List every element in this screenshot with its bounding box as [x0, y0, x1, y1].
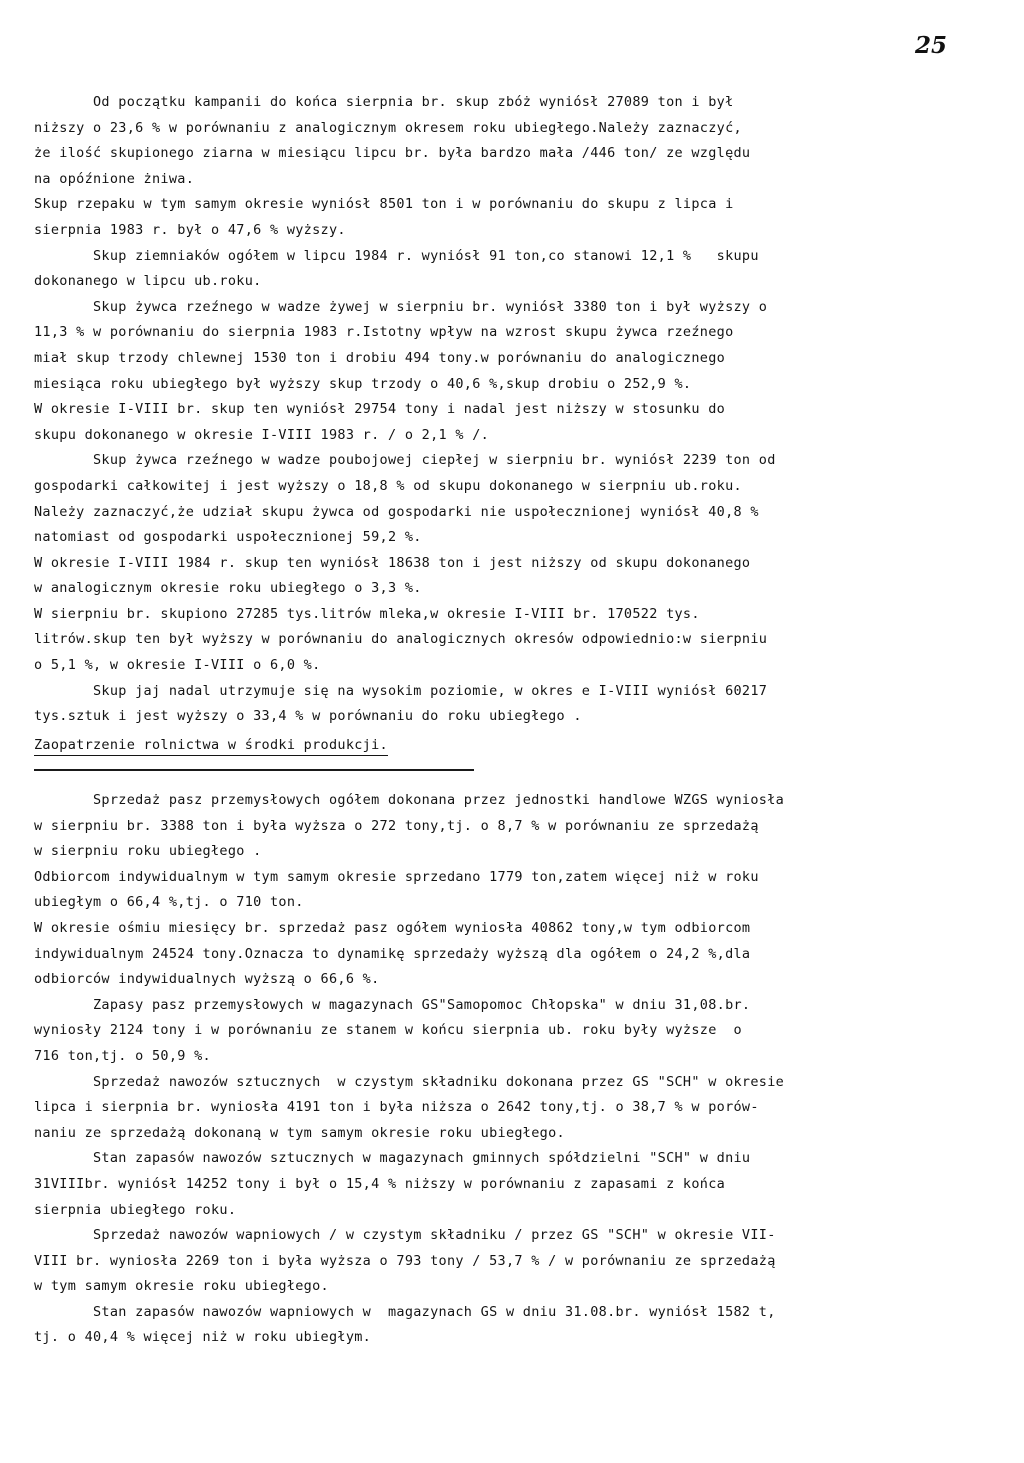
text-line: w analogicznym okresie roku ubiegłego o 3,3 %.: [34, 580, 422, 597]
text-line: że ilość skupionego ziarna w miesiącu lipcu br. była bardzo mała /446 ton/ ze względu: [34, 145, 751, 162]
text-line: skupu dokonanego w okresie I-VIII 1983 r. / o 2,1 % /.: [34, 426, 490, 443]
text-line: gospodarki całkowitej i jest wyższy o 18,8 % od skupu dokonanego w sierpniu ub.roku.: [34, 477, 742, 494]
text-line: Skup ziemniaków ogółem w lipcu 1984 r. wyniósł 91 ton,co stanowi 12,1 % skupu: [34, 247, 759, 264]
text-line: VIII br. wyniosła 2269 ton i była wyższa o 793 tony / 53,7 % / w porównaniu ze sprzedażą: [34, 1252, 776, 1269]
text-line: odbiorców indywidualnych wyższą o 66,6 %.: [34, 971, 380, 988]
text-line: Sprzedaż nawozów wapniowych / w czystym składniku / przez GS "SCH" w okresie VII-: [34, 1227, 776, 1244]
text-line: ubiegłym o 66,4 %,tj. o 710 ton.: [34, 894, 304, 911]
divider: [34, 769, 474, 771]
text-line: o 5,1 %, w okresie I-VIII o 6,0 %.: [34, 657, 321, 674]
report-section-supplies: [34, 788, 994, 1351]
text-line: Skup rzepaku w tym samym okresie wyniósł 8501 ton i w porównaniu do skupu z lipca i: [34, 196, 734, 213]
text-line: litrów.skup ten był wyższy w porównaniu do analogicznych okresów odpowiednio:w sierpniu: [34, 631, 768, 648]
text-line: 31VIIIbr. wyniósł 14252 tony i był o 15,4 % niższy w porównaniu z zapasami z końca: [34, 1175, 726, 1192]
text-line: tj. o 40,4 % więcej niż w roku ubiegłym.: [34, 1329, 372, 1346]
text-line: tys.sztuk i jest wyższy o 33,4 % w porównaniu do roku ubiegłego .: [34, 708, 582, 725]
text-line: niższy o 23,6 % w porównaniu z analogicznym okresem roku ubiegłego.Należy zaznaczyć,: [34, 119, 742, 136]
text-line: natomiast od gospodarki uspołecznionej 59,2 %.: [34, 529, 422, 546]
text-line: na opóźnione żniwa.: [34, 170, 195, 187]
text-line: Od początku kampanii do końca sierpnia br. skup zbóż wyniósł 27089 ton i był: [34, 94, 734, 110]
text-line: Należy zaznaczyć,że udział skupu żywca od gospodarki nie uspołecznionej wyniósł 40,8 %: [34, 503, 759, 520]
text-line: Sprzedaż pasz przemysłowych ogółem dokonana przez jednostki handlowe WZGS wyniosła: [34, 792, 785, 808]
text-line: naniu ze sprzedażą dokonaną w tym samym okresie roku ubiegłego.: [34, 1124, 565, 1141]
text-line: W sierpniu br. skupiono 27285 tys.litrów mleka,w okresie I-VIII br. 170522 tys.: [34, 605, 700, 622]
text-line: 11,3 % w porównaniu do sierpnia 1983 r.Istotny wpływ na wzrost skupu żywca rzeźnego: [34, 324, 734, 341]
text-line: Zapasy pasz przemysłowych w magazynach GS"Samopomoc Chłopska" w dniu 31,08.br.: [34, 996, 751, 1013]
text-line: miesiąca roku ubiegłego był wyższy skup trzody o 40,6 %,skup drobiu o 252,9 %.: [34, 375, 692, 392]
text-line: dokonanego w lipcu ub.roku.: [34, 273, 262, 290]
text-line: indywidualnym 24524 tony.Oznacza to dynamikę sprzedaży wyższą dla ogółem o 24,2 %,dla: [34, 945, 751, 962]
text-line: w tym samym okresie roku ubiegłego.: [34, 1278, 329, 1295]
report-section-purchases: [34, 90, 994, 730]
text-line: Stan zapasów nawozów sztucznych w magazynach gminnych spółdzielni "SCH" w dniu: [34, 1150, 751, 1167]
text-line: W okresie I-VIII 1984 r. skup ten wyniósł 18638 ton i jest niższy od skupu dokonanego: [34, 554, 751, 571]
text-line: miał skup trzody chlewnej 1530 ton i drobiu 494 tony.w porównaniu do analogicznego: [34, 349, 726, 366]
text-line: 716 ton,tj. o 50,9 %.: [34, 1047, 211, 1064]
text-line: Skup jaj nadal utrzymuje się na wysokim poziomie, w okres e I-VIII wyniósł 60217: [34, 682, 768, 699]
text-line: lipca i sierpnia br. wyniosła 4191 ton i była niższa o 2642 tony,tj. o 38,7 % w porów-: [34, 1099, 759, 1116]
text-line: wyniosły 2124 tony i w porównaniu ze stanem w końcu sierpnia ub. roku były wyższe o: [34, 1022, 742, 1039]
text-line: W okresie I-VIII br. skup ten wyniósł 29754 tony i nadal jest niższy w stosunku do: [34, 401, 726, 418]
text-line: sierpnia 1983 r. był o 47,6 % wyższy.: [34, 221, 346, 238]
text-line: Skup żywca rzeźnego w wadze poubojowej ciepłej w sierpniu br. wyniósł 2239 ton od: [34, 452, 776, 469]
text-line: Skup żywca rzeźnego w wadze żywej w sierpniu br. wyniósł 3380 ton i był wyższy o: [34, 298, 768, 315]
section-heading: Zaopatrzenie rolnictwa w środki produkcji.: [34, 737, 388, 756]
text-line: w sierpniu roku ubiegłego .: [34, 843, 262, 860]
text-line: W okresie ośmiu miesięcy br. sprzedaż pasz ogółem wyniosła 40862 tony,w tym odbiorcom: [34, 919, 751, 936]
text-line: Odbiorcom indywidualnym w tym samym okresie sprzedano 1779 ton,zatem więcej niż w roku: [34, 868, 759, 885]
page-number: 25: [915, 32, 948, 59]
text-line: w sierpniu br. 3388 ton i była wyższa o 272 tony,tj. o 8,7 % w porównaniu ze sprzedażą: [34, 817, 759, 834]
text-line: sierpnia ubiegłego roku.: [34, 1201, 237, 1218]
text-line: Sprzedaż nawozów sztucznych w czystym składniku dokonana przez GS "SCH" w okresie: [34, 1073, 785, 1090]
text-line: Stan zapasów nawozów wapniowych w magazynach GS w dniu 31.08.br. wyniósł 1582 t,: [34, 1303, 776, 1320]
